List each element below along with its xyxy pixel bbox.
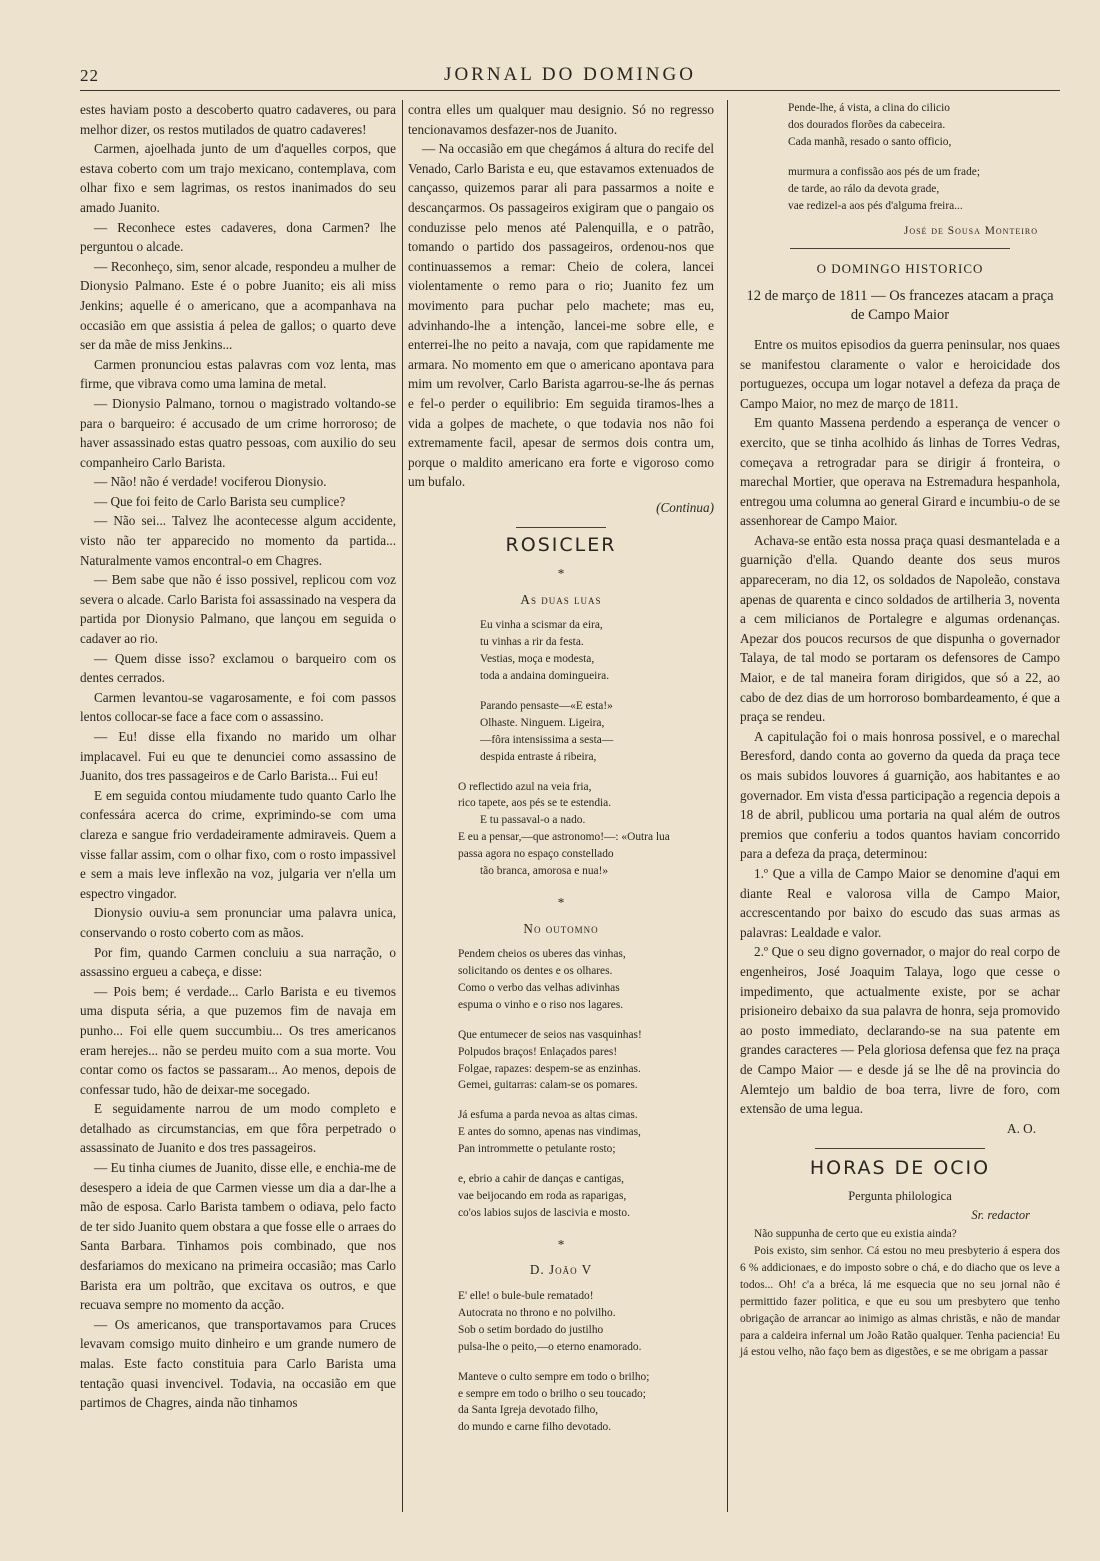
stanza: Manteve o culto sempre em todo o brilho; e sempre em todo o brilho o seu toucado; da Santa Igreja devotado filho, do mundo e carne filho devotado. — [458, 1370, 650, 1434]
stanza: Pendem cheios os uberes das vinhas, solicitando os dentes e os olhares. Como o verbo das velhas adivinhas espuma o vinho e o riso nos lagares. — [458, 948, 626, 1011]
stanza: Que entumecer de seios nas vasquinhas! Polpudos braços! Enlaçados pares! Folgae, rapazes: despem-se as enzinhas. Gemei, guitarras: calam-se os pomares. — [458, 1028, 642, 1092]
historico-signature: A. O. — [1007, 1120, 1036, 1136]
paragraph: — Na occasião em que chegámos á altura do recife del Venado, Carlo Barista e eu, que estavamos extenuados de cançasso, quizemos parar ali para passarmos a noite e descançarmos. Os passageiros exigiram que o pangaio os conduzisse pelo menos até Palenquilla, e o patrão, tomando o partido dos passageiros, ordenou-nos que continuassemos a remar: Cheio de colera, lancei violentamente o remo para o rio; Juanito fez um movimento para puchar pelo machete; mas eu, advinhando-lhe a intenção, lancei-me sobre elle, e enterrei-lhe no peito a navaja, com que rapidamente me armara. No momento em que o americano apontava para mim um revolver, Carlo Barista agarrou-se-lhe ás pernas e fel-o perder o equilibrio: Em seguida tiramos-lhes a vida a golpes de machete, o que todavia nos não foi extremamente facil, apesar de sermos dois contra um, porque o maldito americano era forte e vigoroso como um bufalo. — [408, 141, 714, 490]
paragraph: 1.º Que a villa de Campo Maior se denomine d'aqui em diante Real e valorosa villa de Campo Maior, accrescentando por baixo do escudo das suas armas as palavras: Lealdade e valor. — [740, 865, 1060, 940]
page-header — [80, 64, 1060, 91]
paragraph: — Reconhece estes cadaveres, dona Carmen? lhe perguntou o alcade. — [80, 219, 396, 255]
star-ornament: * — [557, 566, 565, 582]
horas-body — [740, 1226, 1060, 1361]
paragraph: Por fim, quando Carmen concluiu a sua narração, o assassino ergueu a cabeça, e disse: — [80, 944, 396, 980]
column-rule-2 — [727, 100, 728, 1512]
poem-title: No outomno — [523, 920, 599, 936]
poem-title: D. João V — [529, 1262, 593, 1278]
divider — [516, 527, 606, 528]
page-number: 22 — [80, 66, 99, 85]
stanza: Pende-lhe, á vista, a clina do cilicio dos dourados florões da cabeceira. Cada manhã, resado o santo officio, — [788, 102, 952, 148]
paragraph: — Pois bem; é verdade... Carlo Barista e eu tivemos uma disputa séria, a que puzemos fim de navaja em punho... Foi elle quem succumbiu... Os tres americanos eram herejes... não se perdeu muito com a sua morte. Vou contar como os factos se passaram... Ao menos, depois de confessar tudo, hão de deixar-me socegado. — [80, 983, 396, 1097]
paragraph: Carmen, ajoelhada junto de um d'aquelles corpos, que estava coberto com um trajo mexicano, contemplava, com olhar fixo e sem lagrimas, os restos inanimados do seu amado Juanito. — [80, 141, 396, 215]
paragraph: — Não sei... Talvez lhe acontecesse algum accidente, visto não ter apparecido no momento da partida... Naturalmente vamos encontral-o em Chagres. — [80, 513, 396, 568]
stanza: O reflectido azul na veia fria, rico tapete, aos pés se te estendia. E tu passaval-o a nado. E eu a pensar,—que astronomo!—: «Outra lua passa agora no espaço constellado tão branca, amorosa e nua!» — [458, 780, 670, 878]
stanza: Parando pensaste—«E esta!» Olhaste. Ninguem. Ligeira, —fôra intensissima a sesta— despida entraste á ribeira, — [480, 699, 614, 763]
continua-note: (Continua) — [656, 499, 714, 515]
paragraph: Entre os muitos episodios da guerra peninsular, nos quaes se manifestou claramente o valor e heroicidade dos portuguezes, occupa um logar notavel a defeza da praça de Campo Maior, no mez de março de 1811. — [740, 336, 1060, 411]
section-title-horas-de-ocio: HORAS DE OCIO — [809, 1157, 991, 1180]
paragraph: — Que foi feito de Carlo Barista seu cumplice? — [94, 493, 346, 509]
horas-subtitle: Pergunta philologica — [848, 1188, 952, 1203]
paragraph: E em seguida contou miudamente tudo quanto Carlo lhe confessára acerca do crime, exprimindo-se com uma clareza e sangue frio verdadeiramente admiraveis. Quem a visse fallar assim, com o olhar fixo, com o rosto impassivel e sem a mais leve inflexão na voz, julgaria ver n'ella um espectro vingador. — [80, 787, 396, 901]
poem-as-duas-luas — [408, 617, 714, 880]
paragraph: — Eu! disse ella fixando no marido um olhar implacavel. Fui eu que te denunciei como assassino de Juanito, dos tres passageiros e de Carlo Barista... Fui eu! — [80, 729, 396, 784]
paragraph: Não suppunha de certo que eu existia ainda? — [754, 1228, 957, 1241]
paragraph: Carmen pronunciou estas palavras com voz lenta, mas firme, que vibrava como uma lamina de metal. — [80, 356, 396, 392]
paragraph: Pois existo, sim senhor. Cá estou no meu presbyterio á espera dos 6 % addicionaes, e do imposto sobre o chá, e do diacho que os leve a todos... Oh! c'a a bréca, lá me esquecia que no seu jornal não é permittido fazer politica, e que eu sou um presbytero que tenho obrigação de arrancar ao inimigo as almas christãs, e não de mandar para a caldeira infernal um João Ratão qualquer. Tenha paciencia! Eu já estou velho, não faço bem as digestões, e se me obrigam a passar — [740, 1244, 1060, 1359]
stanza: Já esfuma a parda nevoa as altas cimas. E antes do somno, apenas nas vindimas, Pan intrommette o petulante rosto; — [458, 1109, 641, 1156]
paragraph: 2.º Que o seu digno governador, o major do real corpo de engenheiros, José Joaquim Talaya, logo que cesse o impedimento, que actualmente existe, por se achar prisioneiro debaixo da sua palavra de honra, seja promovido ao posto immediato, declarando-se na sua patente em grandes caracteres — Pela gloriosa defensa que fez na praça de Campo Maior — e desde já se lhe dê na provincia do Alemtejo um baldio de boa terra, livre de foro, com extensão de uma legua. — [740, 944, 1060, 1117]
stanza: e, ebrio a cahir de danças e cantigas, vae beijocando em roda as raparigas, co'os labios sujos de lascivia e mosto. — [458, 1173, 630, 1219]
paragraph: — Dionysio Palmano, tornou o magistrado voltando-se para o barqueiro: é accusado de um crime horroroso; de haver assassinado estas quatro pessoas, com auxilio do seu companheiro Carlo Barista. — [80, 395, 396, 470]
poem-author: José de Sousa Monteiro — [903, 225, 1038, 238]
paragraph: E seguidamente narrou de um modo completo e detalhado as circumstancias, em que fôra perpetrado o assassinato de Juanito e dos tres passageiros. — [80, 1101, 396, 1156]
paragraph: estes haviam posto a descoberto quatro cadaveres, ou para melhor dizer, os restos mutilados de quatro cadaveres! — [80, 102, 396, 137]
paragraph: — Não! não é verdade! vociferou Dionysio. — [94, 474, 327, 490]
column-rule-1 — [402, 100, 403, 1512]
paragraph: Achava-se então esta nossa praça quasi desmantelada e a guarnição d'ella. Quando deante dos seus muros appareceram, no dia 12, os soldados de Napoleão, constava apenas de quarenta e cinco soldados de artilheria 3, noventa a cem milicianos de Portalegre e algumas ordenanças. Apezar dos poucos recursos de que dispunha o governador Talaya, de tal modo se portaram os defensores de Campo Maior, e de tal maneira foram dirigidos, que só a 22, ao cabo de dez dias de um horroroso bombardeamento, é que a praça se rendeu. — [740, 532, 1060, 725]
paragraph: Carmen levantou-se vagarosamente, e foi com passos lentos collocar-se face a face com o assassino. — [80, 689, 396, 725]
paragraph: — Quem disse isso? exclamou o barqueiro com os dentes cerrados. — [80, 650, 396, 686]
paragraph: — Eu tinha ciumes de Juanito, disse elle, e enchia-me de desespero a ideia de que Carmen viesse um dia a dar-lhe a mão de esposa. Carlo Barista tambem o odiava, pelo facto de ter sido Juanito quem obstara a que fosse elle o arraes do Santa Barbara. Tinhamos pois combinado, que nos desfariamos do mexicano na primeira occasião; mas Carlo Barista era um poltrão, que excitava os outros, e que recuava sempre no momento da acção. — [80, 1160, 396, 1313]
divider — [790, 248, 1010, 249]
column-1 — [80, 100, 396, 1413]
star-ornament: * — [557, 1236, 565, 1252]
star-ornament: * — [557, 894, 565, 910]
stanza: Eu vinha a scismar da eira, tu vinhas a rir da festa. Vestias, moça e modesta, toda a andaina domingueira. — [480, 619, 610, 682]
section-title-rosicler: ROSICLER — [505, 534, 617, 557]
horas-salutation: Sr. redactor — [971, 1208, 1030, 1223]
journal-title: JORNAL DO DOMINGO — [444, 64, 696, 85]
poem-continuation — [740, 100, 1060, 214]
paragraph: A capitulação foi o mais honrosa possivel, e o marechal Beresford, dando conta ao governo da queda da praça tece os mais subidos louvores á guarnição, aos habitantes e ao governador. Em vista d'essa participação a regencia depois a 18 de abril, publicou uma portaria na qual além de outros premios que conferiu a todos quantos haviam concorrido para a defeza da praça, determinou: — [740, 728, 1060, 862]
stanza: E' elle! o bule-bule rematado! Autocrata no throno e no polvilho. Sob o setim bordado do justilho pulsa-lhe o peito,—o eterno enamorado. — [458, 1290, 642, 1353]
stanza: murmura a confissão aos pés de um frade; de tarde, ao rálo da devota grade, vae redizel-a aos pés d'alguma freira... — [788, 165, 980, 212]
section-title-domingo-historico: O DOMINGO HISTORICO — [816, 261, 984, 277]
poem-d-joao-v — [408, 1288, 714, 1436]
paragraph: — Reconheço, sim, senor alcade, respondeu a mulher de Dionysio Palmano. Este é o pobre Juanito; eis ali miss Jenkins; aquelle é o americano, que a acompanhava na occasião em que assistia á pelea de gallos; o quarto deve ser da mãe de miss Jenkins... — [80, 258, 396, 353]
divider — [815, 1148, 985, 1149]
paragraph: — Bem sabe que não é isso possivel, replicou com voz severa o alcade. Carlo Barista foi assassinado na vespera da partida por Dionysio Palmano, que lançou em seguida o cadaver ao rio. — [80, 572, 396, 647]
paragraph: — Os americanos, que transportavamos para Cruces levavam comsigo muito dinheiro e um grande numero de malas. Este facto constituia para Carlo Barista uma tentação quasi invencivel. Todavia, na occasião em que partimos de Chagres, ainda não tinhamos — [80, 1316, 396, 1411]
poem-no-outomno — [408, 946, 714, 1222]
historico-headline: 12 de março de 1811 — Os francezes atacam a praça de Campo Maior — [746, 287, 1054, 323]
paragraph: Em quanto Massena perdendo a esperança de vencer o exercito, que se tinha acolhido ás linhas de Torres Vedras, começava a retrogradar para se dirigir á fronteira, o marechal Mortier, que operava na Estremadura hespanhola, entregou uma columna ao general Girard e incumbiu-o de se assenhorear de Campo Maior. — [740, 415, 1060, 529]
column-2 — [408, 100, 714, 1449]
paragraph: contra elles um qualquer mau designio. Só no regresso tencionavamos desfazer-nos de Juanito. — [408, 102, 714, 137]
poem-title: As duas luas — [520, 591, 602, 607]
paragraph: Dionysio ouviu-a sem pronunciar uma palavra unica, conservando o rosto coberto com as mãos. — [80, 905, 396, 940]
column-3 — [740, 100, 1060, 1361]
